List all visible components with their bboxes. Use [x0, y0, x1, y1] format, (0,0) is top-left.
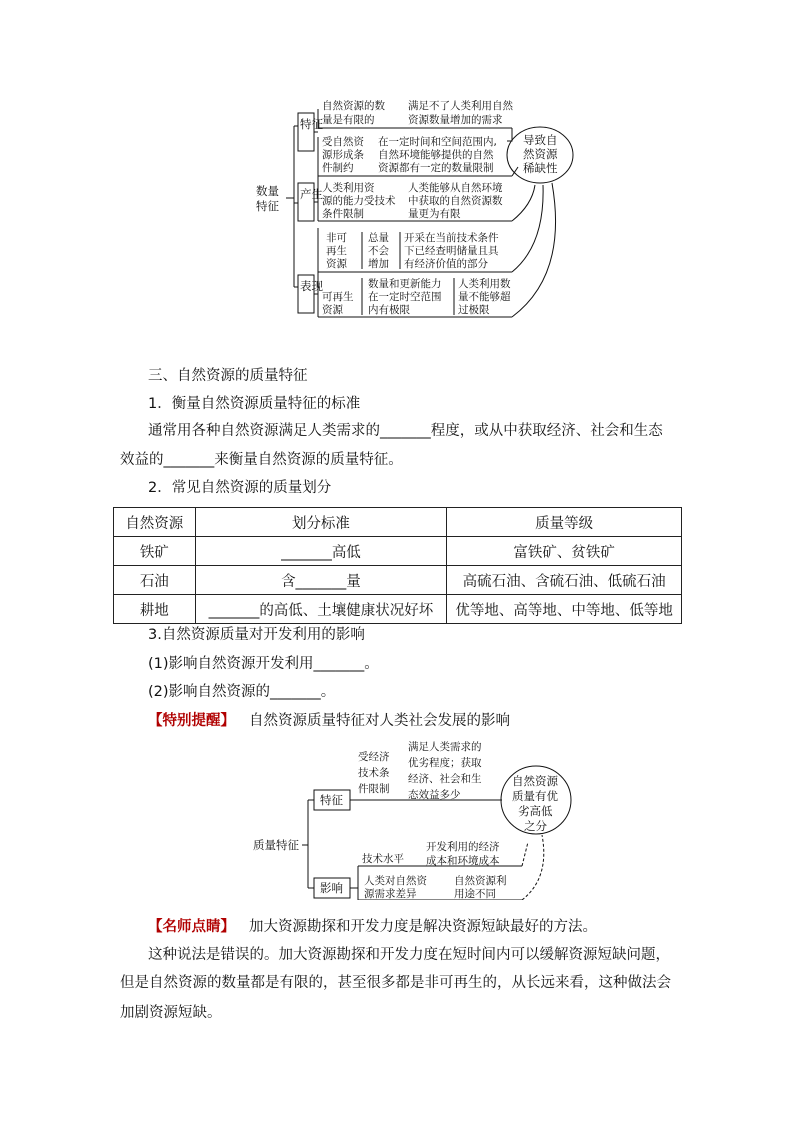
table-header-cell: 划分标准 [195, 508, 447, 537]
tip-line [148, 711, 510, 731]
d1-renew-c-2: 量不能够超 [458, 291, 511, 303]
para-line-2: 但是自然资源的数量都是有限的，甚至很多都是非可再生的，从长远来看，这种做法会 [120, 975, 671, 991]
item1-title: 1．衡量自然资源质量特征的标准 [148, 396, 361, 412]
note-label: 【名师点睛】 [148, 919, 235, 935]
d1-cause2-b-1: 人类能够从自然环境 [408, 182, 503, 194]
tip-label: 【特别提醒】 [148, 713, 235, 729]
d1-nonrenew-a-2: 再生 [326, 245, 347, 257]
d2-result-2: 质量有优 [512, 789, 558, 803]
d1-nonrenew-c-1: 开采在当前技术条件 [404, 232, 499, 244]
table-cell: 铁矿 [114, 537, 196, 566]
diagram2-root: 质量特征 [253, 838, 299, 852]
d2-tech: 技术水平 [362, 853, 404, 865]
d1-nonrenew-c-2: 下已经查明储量且具 [404, 245, 499, 257]
diagram1-cat-show: 表现 [300, 279, 323, 293]
diagram2-cat-influence: 影响 [320, 881, 343, 895]
d1-cause2-a-2: 源的能力受技术 [322, 195, 396, 207]
table-row [114, 537, 682, 566]
d2-demand-b-1: 自然资源利 [454, 875, 507, 887]
table-cell: 石油 [114, 566, 196, 595]
d1-nonrenew-a-1: 非可 [326, 232, 347, 244]
d2-feature-b-2: 优劣程度；获取 [408, 757, 482, 769]
table-cell: _______的高低、土壤健康状况好坏 [195, 595, 447, 624]
para-line-1: 这种说法是错误的。加大资源勘探和开发力度在短时间内可以缓解资源短缺问题， [148, 947, 670, 963]
d2-feature-b-3: 经济、社会和生 [408, 773, 482, 785]
d1-cause2-a-3: 条件限制 [322, 208, 364, 220]
d2-tech-b-1: 开发利用的经济 [426, 841, 500, 853]
section-title: 三、自然资源的质量特征 [148, 368, 308, 384]
d1-feature-a-1: 自然资源的数 [322, 100, 385, 112]
d2-result-1: 自然资源 [512, 774, 558, 788]
d1-renew-c-3: 过极限 [458, 304, 490, 316]
table-cell: 富铁矿、贫铁矿 [447, 537, 682, 566]
d1-cause1-b-3: 资源都有一定的数量限制 [378, 162, 494, 174]
d1-nonrenew-b-3: 增加 [368, 258, 389, 270]
d2-feature-a-3: 件限制 [358, 783, 390, 795]
quality-feature-diagram [250, 738, 580, 900]
table-cell: _______高低 [195, 537, 447, 566]
d1-cause1-a-3: 件制约 [322, 162, 354, 174]
d1-feature-b-1: 满足不了人类利用自然 [408, 100, 513, 112]
table-row [114, 595, 682, 624]
table-cell: 含_______量 [195, 566, 447, 595]
d1-cause2-b-3: 量更为有限 [408, 208, 461, 220]
diagram1-cat-cause: 产生 [300, 187, 323, 201]
d2-feature-a-1: 受经济 [358, 751, 390, 763]
d2-result-4: 之分 [524, 819, 547, 833]
d2-demand-b-2: 用途不同 [454, 888, 496, 900]
item3-sub1: (1)影响自然资源开发利用_______。 [148, 656, 379, 672]
d1-feature-b-2: 资源数量增加的需求 [408, 114, 503, 126]
d1-result-3: 稀缺性 [523, 161, 558, 175]
d1-renew-b-3: 内有极限 [368, 304, 410, 316]
d2-demand-a-2: 源需求差异 [364, 888, 417, 900]
table-header-cell: 质量等级 [447, 508, 682, 537]
table-cell: 优等地、高等地、中等地、低等地 [447, 595, 682, 624]
d1-renew-c-1: 人类利用数 [458, 278, 511, 290]
d1-nonrenew-b-2: 不会 [368, 245, 389, 257]
diagram1-cat-feature: 特征 [300, 117, 323, 131]
tip-text: 自然资源质量特征对人类社会发展的影响 [249, 713, 510, 729]
d1-renew-a-1: 可再生 [322, 291, 354, 303]
d1-feature-a-2: 量是有限的 [322, 114, 375, 126]
quality-table [113, 507, 682, 624]
d1-result-2: 然资源 [523, 147, 558, 161]
d1-renew-a-2: 资源 [322, 304, 343, 316]
diagram2-cat-feature: 特征 [320, 793, 343, 807]
para-line-3: 加剧资源短缺。 [120, 1005, 222, 1021]
d1-nonrenew-c-3: 有经济价值的部分 [404, 258, 488, 270]
d1-renew-b-2: 在一定时空范围 [368, 291, 442, 303]
item1-line1: 通常用各种自然资源满足人类需求的_______程度，或从中获取经济、社会和生态 [148, 423, 663, 439]
table-row [114, 566, 682, 595]
d1-cause1-a-1: 受自然资 [322, 136, 364, 148]
diagram1-root-line2: 特征 [256, 199, 279, 213]
table-cell: 高硫石油、含硫石油、低硫石油 [447, 566, 682, 595]
d1-cause1-a-2: 源形成条 [322, 149, 364, 161]
d2-feature-a-2: 技术条 [358, 767, 390, 779]
table-header-row [114, 508, 682, 537]
note-text: 加大资源勘探和开发力度是解决资源短缺最好的方法。 [249, 919, 597, 935]
d1-nonrenew-a-3: 资源 [326, 258, 347, 270]
item1-line2: 效益的_______来衡量自然资源的质量特征。 [120, 452, 403, 468]
item3-sub2: (2)影响自然资源的_______。 [148, 684, 336, 700]
table-cell: 耕地 [114, 595, 196, 624]
note-line [148, 917, 597, 937]
d2-feature-b-4: 态效益多少 [408, 789, 461, 801]
quantity-feature-diagram [250, 95, 580, 330]
d1-cause1-b-1: 在一定时间和空间范围内, [378, 136, 497, 148]
d2-demand-a-1: 人类对自然资 [364, 875, 427, 887]
table-header-cell: 自然资源 [114, 508, 196, 537]
d1-cause1-b-2: 自然环境能够提供的自然 [378, 149, 494, 161]
d2-feature-b-1: 满足人类需求的 [408, 741, 482, 753]
d2-tech-b-2: 成本和环境成本 [426, 855, 500, 867]
item3-title: 3.自然资源质量对开发利用的影响 [148, 627, 365, 643]
d1-nonrenew-b-1: 总量 [368, 232, 389, 244]
item2-title: 2．常见自然资源的质量划分 [148, 480, 332, 496]
d2-result-3: 劣高低 [518, 804, 553, 818]
d1-cause2-a-1: 人类利用资 [322, 182, 375, 194]
diagram1-root-line1: 数量 [256, 184, 279, 198]
d1-renew-b-1: 数量和更新能力 [368, 278, 442, 290]
d1-cause2-b-2: 中获取的自然资源数 [408, 195, 503, 207]
d1-result-1: 导致自 [523, 133, 558, 147]
